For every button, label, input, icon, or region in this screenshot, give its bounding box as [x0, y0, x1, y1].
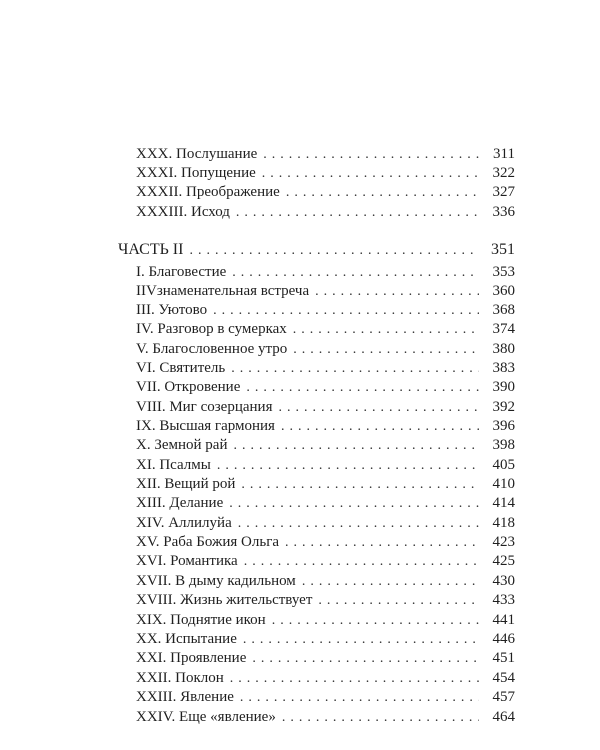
entry-title: VII. Откровение: [136, 379, 241, 395]
entry-page: 433: [492, 592, 515, 608]
dot-leader: [281, 418, 479, 436]
toc-entry: [136, 552, 515, 571]
toc-entry: [136, 494, 515, 513]
entry-page: 441: [492, 612, 515, 628]
entry-title: XVII. В дыму кадильном: [136, 573, 296, 589]
entry-page: 390: [492, 379, 515, 395]
dot-leader: [293, 341, 479, 359]
toc-entry: [136, 630, 515, 649]
dot-leader: [282, 709, 479, 727]
toc-entry: [136, 378, 515, 397]
dot-leader: [230, 670, 479, 688]
dot-leader: [318, 592, 479, 610]
entry-page: 368: [492, 302, 515, 318]
entry-title: I. Благовестие: [136, 264, 227, 280]
entry-title: XXII. Поклон: [136, 670, 224, 686]
entry-page: 392: [492, 399, 515, 415]
toc-entry: [136, 611, 515, 630]
dot-leader: [252, 650, 479, 668]
dot-leader: [234, 437, 480, 455]
toc-entry: [136, 708, 515, 727]
dot-leader: [231, 360, 479, 378]
entry-title: XVIII. Жизнь жительствует: [136, 592, 313, 608]
toc-entry: [136, 436, 515, 455]
entry-title: XXIV. Еще «явление»: [136, 709, 276, 725]
toc-entry: [136, 359, 515, 378]
toc-entry: [136, 203, 515, 222]
entry-title: XXXI. Попущение: [136, 165, 256, 181]
dot-leader: [286, 184, 479, 202]
entry-page: 451: [492, 650, 515, 666]
entry-title: XXIII. Явление: [136, 689, 234, 705]
entry-page: 336: [492, 204, 515, 220]
toc-entry: [136, 164, 515, 183]
entry-title: V. Благословенное утро: [136, 341, 288, 357]
entry-title: XI. Псалмы: [136, 457, 211, 473]
entry-page: 396: [492, 418, 515, 434]
toc-part-heading: [118, 241, 515, 260]
dot-leader: [217, 457, 479, 475]
entry-page: 446: [492, 631, 515, 647]
dot-leader: [302, 573, 479, 591]
entry-page: 423: [492, 534, 515, 550]
toc-entry: [136, 417, 515, 436]
dot-leader: [189, 242, 479, 260]
entry-title: XII. Вещий рой: [136, 476, 236, 492]
entry-title: XXXIII. Исход: [136, 204, 230, 220]
dot-leader: [244, 553, 479, 571]
entry-page: 425: [492, 553, 515, 569]
dot-leader: [236, 204, 479, 222]
dot-leader: [315, 283, 479, 301]
entry-page: 311: [493, 146, 515, 162]
dot-leader: [238, 515, 479, 533]
entry-page: 383: [492, 360, 515, 376]
entry-page: 464: [492, 709, 515, 725]
entry-title: VIII. Миг созерцания: [136, 399, 273, 415]
toc-entry: [136, 572, 515, 591]
entry-title: XXI. Проявление: [136, 650, 247, 666]
part-title: ЧАСТЬ II: [118, 241, 184, 258]
toc-entry: [136, 282, 515, 301]
entry-page: 414: [492, 495, 515, 511]
entry-page: 410: [492, 476, 515, 492]
dot-leader: [262, 165, 479, 183]
entry-page: 360: [492, 283, 515, 299]
entry-title: IIVзнаменательная встреча: [136, 283, 310, 299]
entry-title: XXX. Послушание: [136, 146, 258, 162]
entry-page: 322: [492, 165, 515, 181]
toc-entry: [136, 456, 515, 475]
entry-page: 353: [492, 264, 515, 280]
entry-page: 457: [492, 689, 515, 705]
toc-entry: [136, 145, 515, 164]
entry-title: XIV. Аллилуйа: [136, 515, 232, 531]
toc-entry: [136, 398, 515, 417]
toc-entry: [136, 533, 515, 552]
toc-entry: [136, 669, 515, 688]
toc-entry: [136, 301, 515, 320]
entry-title: XIX. Поднятие икон: [136, 612, 266, 628]
dot-leader: [240, 689, 479, 707]
entry-title: X. Земной рай: [136, 437, 228, 453]
toc-entry: [136, 514, 515, 533]
entry-title: XXXII. Преображение: [136, 184, 280, 200]
toc-entry: [136, 183, 515, 202]
dot-leader: [278, 399, 479, 417]
toc-entry: [136, 320, 515, 339]
dot-leader: [293, 321, 479, 339]
entry-title: III. Уютово: [136, 302, 208, 318]
dot-leader: [213, 302, 479, 320]
entry-title: XVI. Романтика: [136, 553, 238, 569]
toc-entry: [136, 340, 515, 359]
dot-leader: [263, 146, 479, 164]
entry-title: IV. Разговор в сумерках: [136, 321, 287, 337]
entry-page: 430: [492, 573, 515, 589]
entry-page: 380: [492, 341, 515, 357]
part-page: 351: [491, 241, 515, 258]
toc-entry: [136, 263, 515, 282]
entry-title: IX. Высшая гармония: [136, 418, 275, 434]
dot-leader: [285, 534, 479, 552]
dot-leader: [243, 631, 479, 649]
entry-title: VI. Святитель: [136, 360, 226, 376]
entry-title: XIII. Делание: [136, 495, 224, 511]
dot-leader: [241, 476, 479, 494]
dot-leader: [272, 612, 479, 630]
dot-leader: [232, 264, 479, 282]
dot-leader: [246, 379, 479, 397]
toc-entry: [136, 475, 515, 494]
toc-entry: [136, 591, 515, 610]
entry-title: XX. Испытание: [136, 631, 237, 647]
entry-page: 398: [492, 437, 515, 453]
entry-page: 454: [492, 670, 515, 686]
entry-page: 418: [492, 515, 515, 531]
entry-title: XV. Раба Божия Ольга: [136, 534, 280, 550]
entry-page: 374: [492, 321, 515, 337]
dot-leader: [229, 495, 479, 513]
toc-entry: [136, 688, 515, 707]
entry-page: 405: [492, 457, 515, 473]
toc-entry: [136, 649, 515, 668]
entry-page: 327: [492, 184, 515, 200]
